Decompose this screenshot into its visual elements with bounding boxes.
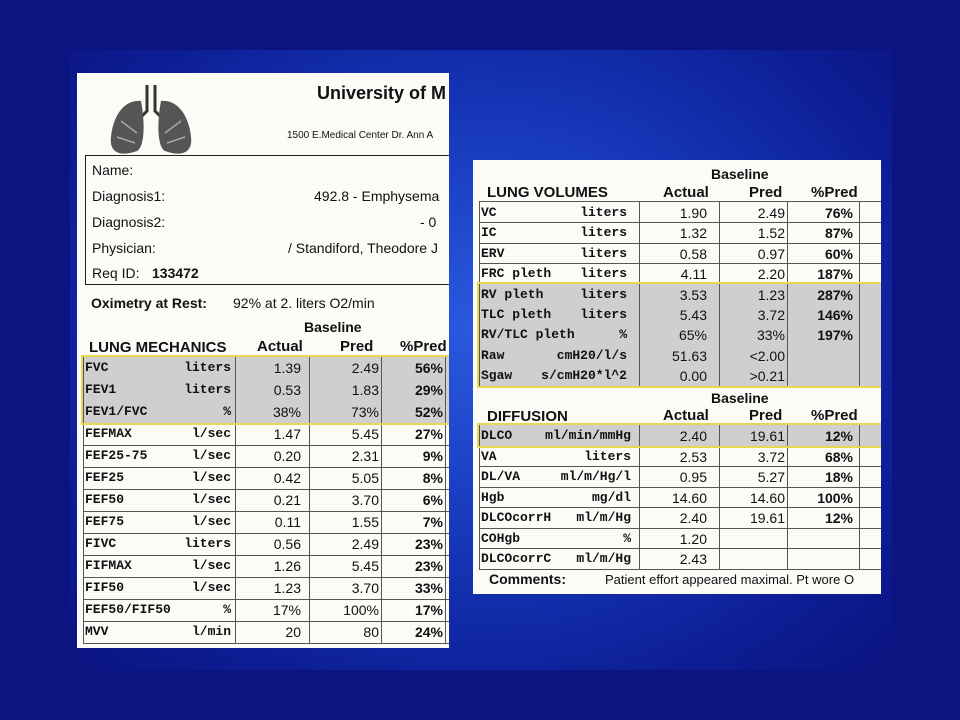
row-pred-value: 3.72 bbox=[757, 448, 785, 465]
row-pct-pred-value: 56% bbox=[414, 360, 443, 376]
req-id-label: Req ID: bbox=[92, 265, 140, 281]
row-pred-value: 5.27 bbox=[757, 469, 785, 485]
row-unit: ml/m/Hg bbox=[576, 510, 631, 525]
row-actual-value: 3.53 bbox=[679, 286, 707, 303]
row-unit: liters bbox=[184, 360, 231, 375]
row-pred-value: 2.49 bbox=[351, 536, 379, 552]
row-pct-pred-value: 52% bbox=[414, 404, 443, 420]
row-test-name: FEF50 bbox=[85, 492, 125, 507]
row-actual-value: 0.56 bbox=[273, 536, 301, 552]
row-actual-value: 14.60 bbox=[671, 489, 707, 506]
row-pct-pred-value: 23% bbox=[414, 536, 443, 552]
row-pct-pred-value: 187% bbox=[817, 266, 853, 283]
row-actual-value: 2.40 bbox=[679, 510, 707, 526]
row-test-name: MVV bbox=[85, 624, 109, 639]
row-pred-value: 5.45 bbox=[351, 426, 379, 442]
lungs-logo-icon bbox=[107, 81, 195, 159]
lung-mechanics-report bbox=[77, 73, 449, 648]
row-pred-value: 100% bbox=[343, 602, 379, 618]
row-test-name: FEV1/FVC bbox=[85, 404, 148, 419]
row-unit: liters bbox=[580, 205, 627, 220]
row-pred-value: 1.55 bbox=[351, 514, 379, 530]
row-test-name: FEF25 bbox=[85, 470, 125, 485]
highlight-box bbox=[477, 423, 881, 448]
row-actual-value: 0.21 bbox=[273, 492, 301, 508]
diagnosis1-value: 492.8 - Emphysema bbox=[314, 188, 440, 204]
diagnosis1-label: Diagnosis1: bbox=[92, 188, 166, 204]
row-pred-value: 0.97 bbox=[757, 245, 785, 262]
row-pct-pred-value: 12% bbox=[824, 428, 853, 444]
row-pct-pred-value: 24% bbox=[414, 624, 443, 640]
row-pred-value: 80 bbox=[363, 624, 379, 640]
row-actual-value: 1.20 bbox=[679, 530, 707, 547]
diffusion-title: DIFFUSION bbox=[487, 408, 568, 425]
highlight-box bbox=[81, 355, 449, 425]
row-actual-value: 17% bbox=[272, 602, 301, 618]
row-pred-value: 3.72 bbox=[757, 307, 785, 323]
row-pred-value: 5.05 bbox=[351, 470, 379, 486]
row-unit: l/sec bbox=[191, 426, 231, 441]
row-pred-value: 2.49 bbox=[757, 205, 785, 221]
row-test-name: FIF50 bbox=[85, 580, 125, 595]
row-pred-value: 19.61 bbox=[749, 428, 785, 444]
row-test-name: FIFMAX bbox=[85, 558, 132, 573]
row-test-name: VA bbox=[481, 448, 497, 464]
row-pct-pred-value: 27% bbox=[414, 426, 443, 442]
row-unit: l/sec bbox=[191, 514, 231, 529]
row-unit: cmH20/l/s bbox=[556, 347, 627, 363]
row-actual-value: 1.47 bbox=[273, 426, 301, 442]
row-test-name: Sgaw bbox=[481, 368, 513, 384]
row-unit: liters bbox=[184, 382, 231, 397]
row-pred-value: 5.45 bbox=[351, 558, 379, 574]
diagnosis2-value: - 0 bbox=[420, 214, 437, 230]
row-test-name: DLCO bbox=[481, 428, 513, 443]
row-unit: l/sec bbox=[191, 580, 231, 595]
row-unit: mg/dl bbox=[591, 489, 631, 505]
row-unit: l/min bbox=[191, 624, 231, 639]
row-actual-value: 38% bbox=[272, 404, 301, 420]
row-unit: liters bbox=[580, 266, 627, 282]
row-actual-value: 0.20 bbox=[273, 448, 301, 464]
row-actual-value: 2.53 bbox=[679, 448, 707, 465]
row-pct-pred-value: 87% bbox=[824, 225, 853, 242]
row-pct-pred-value: 68% bbox=[824, 448, 853, 465]
row-test-name: COHgb bbox=[481, 530, 521, 546]
row-pred-value: 2.31 bbox=[351, 448, 379, 464]
row-actual-value: 51.63 bbox=[671, 347, 707, 364]
row-test-name: IC bbox=[481, 225, 497, 241]
row-pred-value: 3.70 bbox=[351, 492, 379, 508]
row-pct-pred-value: 9% bbox=[422, 448, 443, 464]
row-pred-value: 33% bbox=[756, 327, 785, 344]
row-test-name: FEV1 bbox=[85, 382, 117, 397]
row-pct-pred-value: 8% bbox=[422, 470, 443, 486]
row-pct-pred-value: 33% bbox=[414, 580, 443, 596]
row-test-name: DL/VA bbox=[481, 469, 521, 484]
row-test-name: FRC pleth bbox=[481, 266, 552, 282]
row-actual-value: 2.40 bbox=[679, 428, 707, 444]
row-unit: s/cmH20*l^2 bbox=[541, 368, 627, 384]
volumes-pct-pred-header: %Pred bbox=[811, 184, 858, 201]
row-pct-pred-value: 76% bbox=[824, 205, 853, 221]
diffusion-pred-header: Pred bbox=[749, 407, 783, 424]
row-unit: % bbox=[223, 602, 231, 617]
row-actual-value: 1.32 bbox=[679, 225, 707, 242]
row-actual-value: 20 bbox=[285, 624, 301, 640]
patient-info-box bbox=[85, 155, 449, 285]
row-pct-pred-value: 100% bbox=[817, 489, 853, 506]
row-test-name: Raw bbox=[481, 347, 505, 363]
row-unit: liters bbox=[584, 448, 631, 464]
row-pred-value: 3.70 bbox=[351, 580, 379, 596]
row-actual-value: 1.39 bbox=[273, 360, 301, 376]
row-pct-pred-value: 60% bbox=[824, 245, 853, 262]
oximetry-value: 92% at 2. liters O2/min bbox=[233, 295, 375, 311]
comments-value: Patient effort appeared maximal. Pt wore O bbox=[605, 572, 855, 587]
row-unit: l/sec bbox=[191, 492, 231, 507]
row-pct-pred-value: 197% bbox=[817, 327, 853, 344]
lung-volumes-table bbox=[479, 202, 881, 386]
req-id-value: 133472 bbox=[152, 265, 199, 281]
row-test-name: RV/TLC pleth bbox=[481, 327, 575, 343]
physician-label: Physician: bbox=[92, 240, 156, 256]
row-unit: % bbox=[623, 530, 631, 546]
row-unit: l/sec bbox=[191, 470, 231, 485]
lung-mechanics-title: LUNG MECHANICS bbox=[89, 339, 227, 356]
row-pred-value: 1.83 bbox=[351, 382, 379, 398]
institution-address: 1500 E.Medical Center Dr. Ann A bbox=[287, 130, 434, 141]
row-unit: liters bbox=[580, 245, 627, 261]
volumes-actual-header: Actual bbox=[663, 184, 709, 201]
row-actual-value: 1.26 bbox=[273, 558, 301, 574]
row-test-name: DLCOcorrC bbox=[481, 551, 552, 566]
volumes-pred-header: Pred bbox=[749, 184, 783, 201]
lung-mechanics-table bbox=[83, 357, 449, 645]
row-test-name: DLCOcorrH bbox=[481, 510, 552, 525]
row-unit: liters bbox=[580, 286, 627, 302]
row-test-name: VC bbox=[481, 205, 497, 220]
row-actual-value: 0.00 bbox=[679, 368, 707, 385]
row-actual-value: 0.58 bbox=[679, 245, 707, 262]
row-unit: liters bbox=[580, 307, 627, 322]
row-actual-value: 1.23 bbox=[273, 580, 301, 596]
row-test-name: ERV bbox=[481, 245, 505, 261]
row-pred-value: <2.00 bbox=[749, 347, 785, 364]
row-actual-value: 2.43 bbox=[679, 551, 707, 567]
row-pred-value: 2.49 bbox=[351, 360, 379, 376]
row-actual-value: 0.42 bbox=[273, 470, 301, 486]
row-pct-pred-value: 287% bbox=[817, 286, 853, 303]
row-pred-value: 2.20 bbox=[757, 266, 785, 283]
row-actual-value: 0.11 bbox=[274, 514, 301, 530]
row-test-name: RV pleth bbox=[481, 286, 544, 302]
oximetry-label: Oximetry at Rest: bbox=[91, 295, 207, 311]
row-actual-value: 65% bbox=[678, 327, 707, 344]
row-test-name: FEF25-75 bbox=[85, 448, 148, 463]
row-actual-value: 5.43 bbox=[679, 307, 707, 323]
row-test-name: Hgb bbox=[481, 489, 505, 505]
row-actual-value: 4.11 bbox=[680, 266, 707, 283]
diffusion-baseline-header: Baseline bbox=[711, 390, 769, 406]
physician-value: / Standiford, Theodore J bbox=[288, 240, 438, 256]
row-pred-value: 73% bbox=[350, 404, 379, 420]
row-pct-pred-value: 7% bbox=[422, 514, 443, 530]
institution-name: University of M bbox=[317, 83, 447, 103]
row-pct-pred-value: 17% bbox=[414, 602, 443, 618]
lung-volumes-diffusion-report bbox=[473, 160, 881, 594]
name-label: Name: bbox=[92, 162, 134, 178]
row-pred-value: 19.61 bbox=[749, 510, 785, 526]
row-pred-value: >0.21 bbox=[749, 368, 785, 385]
row-actual-value: 1.90 bbox=[679, 205, 707, 221]
row-unit: ml/m/Hg/l bbox=[560, 469, 631, 484]
comments-label: Comments: bbox=[489, 571, 567, 587]
lung-volumes-title: LUNG VOLUMES bbox=[487, 184, 608, 201]
diffusion-actual-header: Actual bbox=[663, 407, 709, 424]
row-pct-pred-value: 12% bbox=[824, 510, 853, 526]
pred-column-header: Pred bbox=[340, 338, 374, 355]
row-unit: ml/m/Hg bbox=[576, 551, 631, 566]
row-actual-value: 0.95 bbox=[679, 469, 707, 485]
row-pred-value: 1.23 bbox=[757, 286, 785, 303]
row-test-name: FIVC bbox=[85, 536, 117, 551]
row-pred-value: 1.52 bbox=[757, 225, 785, 242]
row-pct-pred-value: 146% bbox=[817, 307, 853, 323]
actual-column-header: Actual bbox=[257, 338, 303, 355]
row-pct-pred-value: 23% bbox=[414, 558, 443, 574]
row-test-name: FVC bbox=[85, 360, 109, 375]
diagnosis2-label: Diagnosis2: bbox=[92, 214, 166, 230]
row-pct-pred-value: 29% bbox=[414, 382, 443, 398]
row-pct-pred-value: 6% bbox=[422, 492, 443, 508]
row-unit: liters bbox=[580, 225, 627, 241]
row-test-name: FEF75 bbox=[85, 514, 125, 529]
diffusion-table bbox=[479, 425, 881, 569]
baseline-header: Baseline bbox=[304, 319, 362, 335]
row-unit: % bbox=[619, 327, 627, 343]
volumes-baseline-header: Baseline bbox=[711, 166, 769, 182]
pct-pred-column-header: %Pred bbox=[400, 338, 447, 355]
row-unit: ml/min/mmHg bbox=[545, 428, 631, 443]
row-actual-value: 0.53 bbox=[273, 382, 301, 398]
row-unit: liters bbox=[184, 536, 231, 551]
row-test-name: TLC pleth bbox=[481, 307, 552, 322]
row-pred-value: 14.60 bbox=[749, 489, 785, 506]
row-unit: l/sec bbox=[191, 448, 231, 463]
row-unit: % bbox=[223, 404, 231, 419]
row-test-name: FEFMAX bbox=[85, 426, 132, 441]
row-test-name: FEF50/FIF50 bbox=[85, 602, 171, 617]
row-pct-pred-value: 18% bbox=[824, 469, 853, 485]
diffusion-pct-pred-header: %Pred bbox=[811, 407, 858, 424]
highlight-box bbox=[477, 282, 881, 388]
row-unit: l/sec bbox=[191, 558, 231, 573]
